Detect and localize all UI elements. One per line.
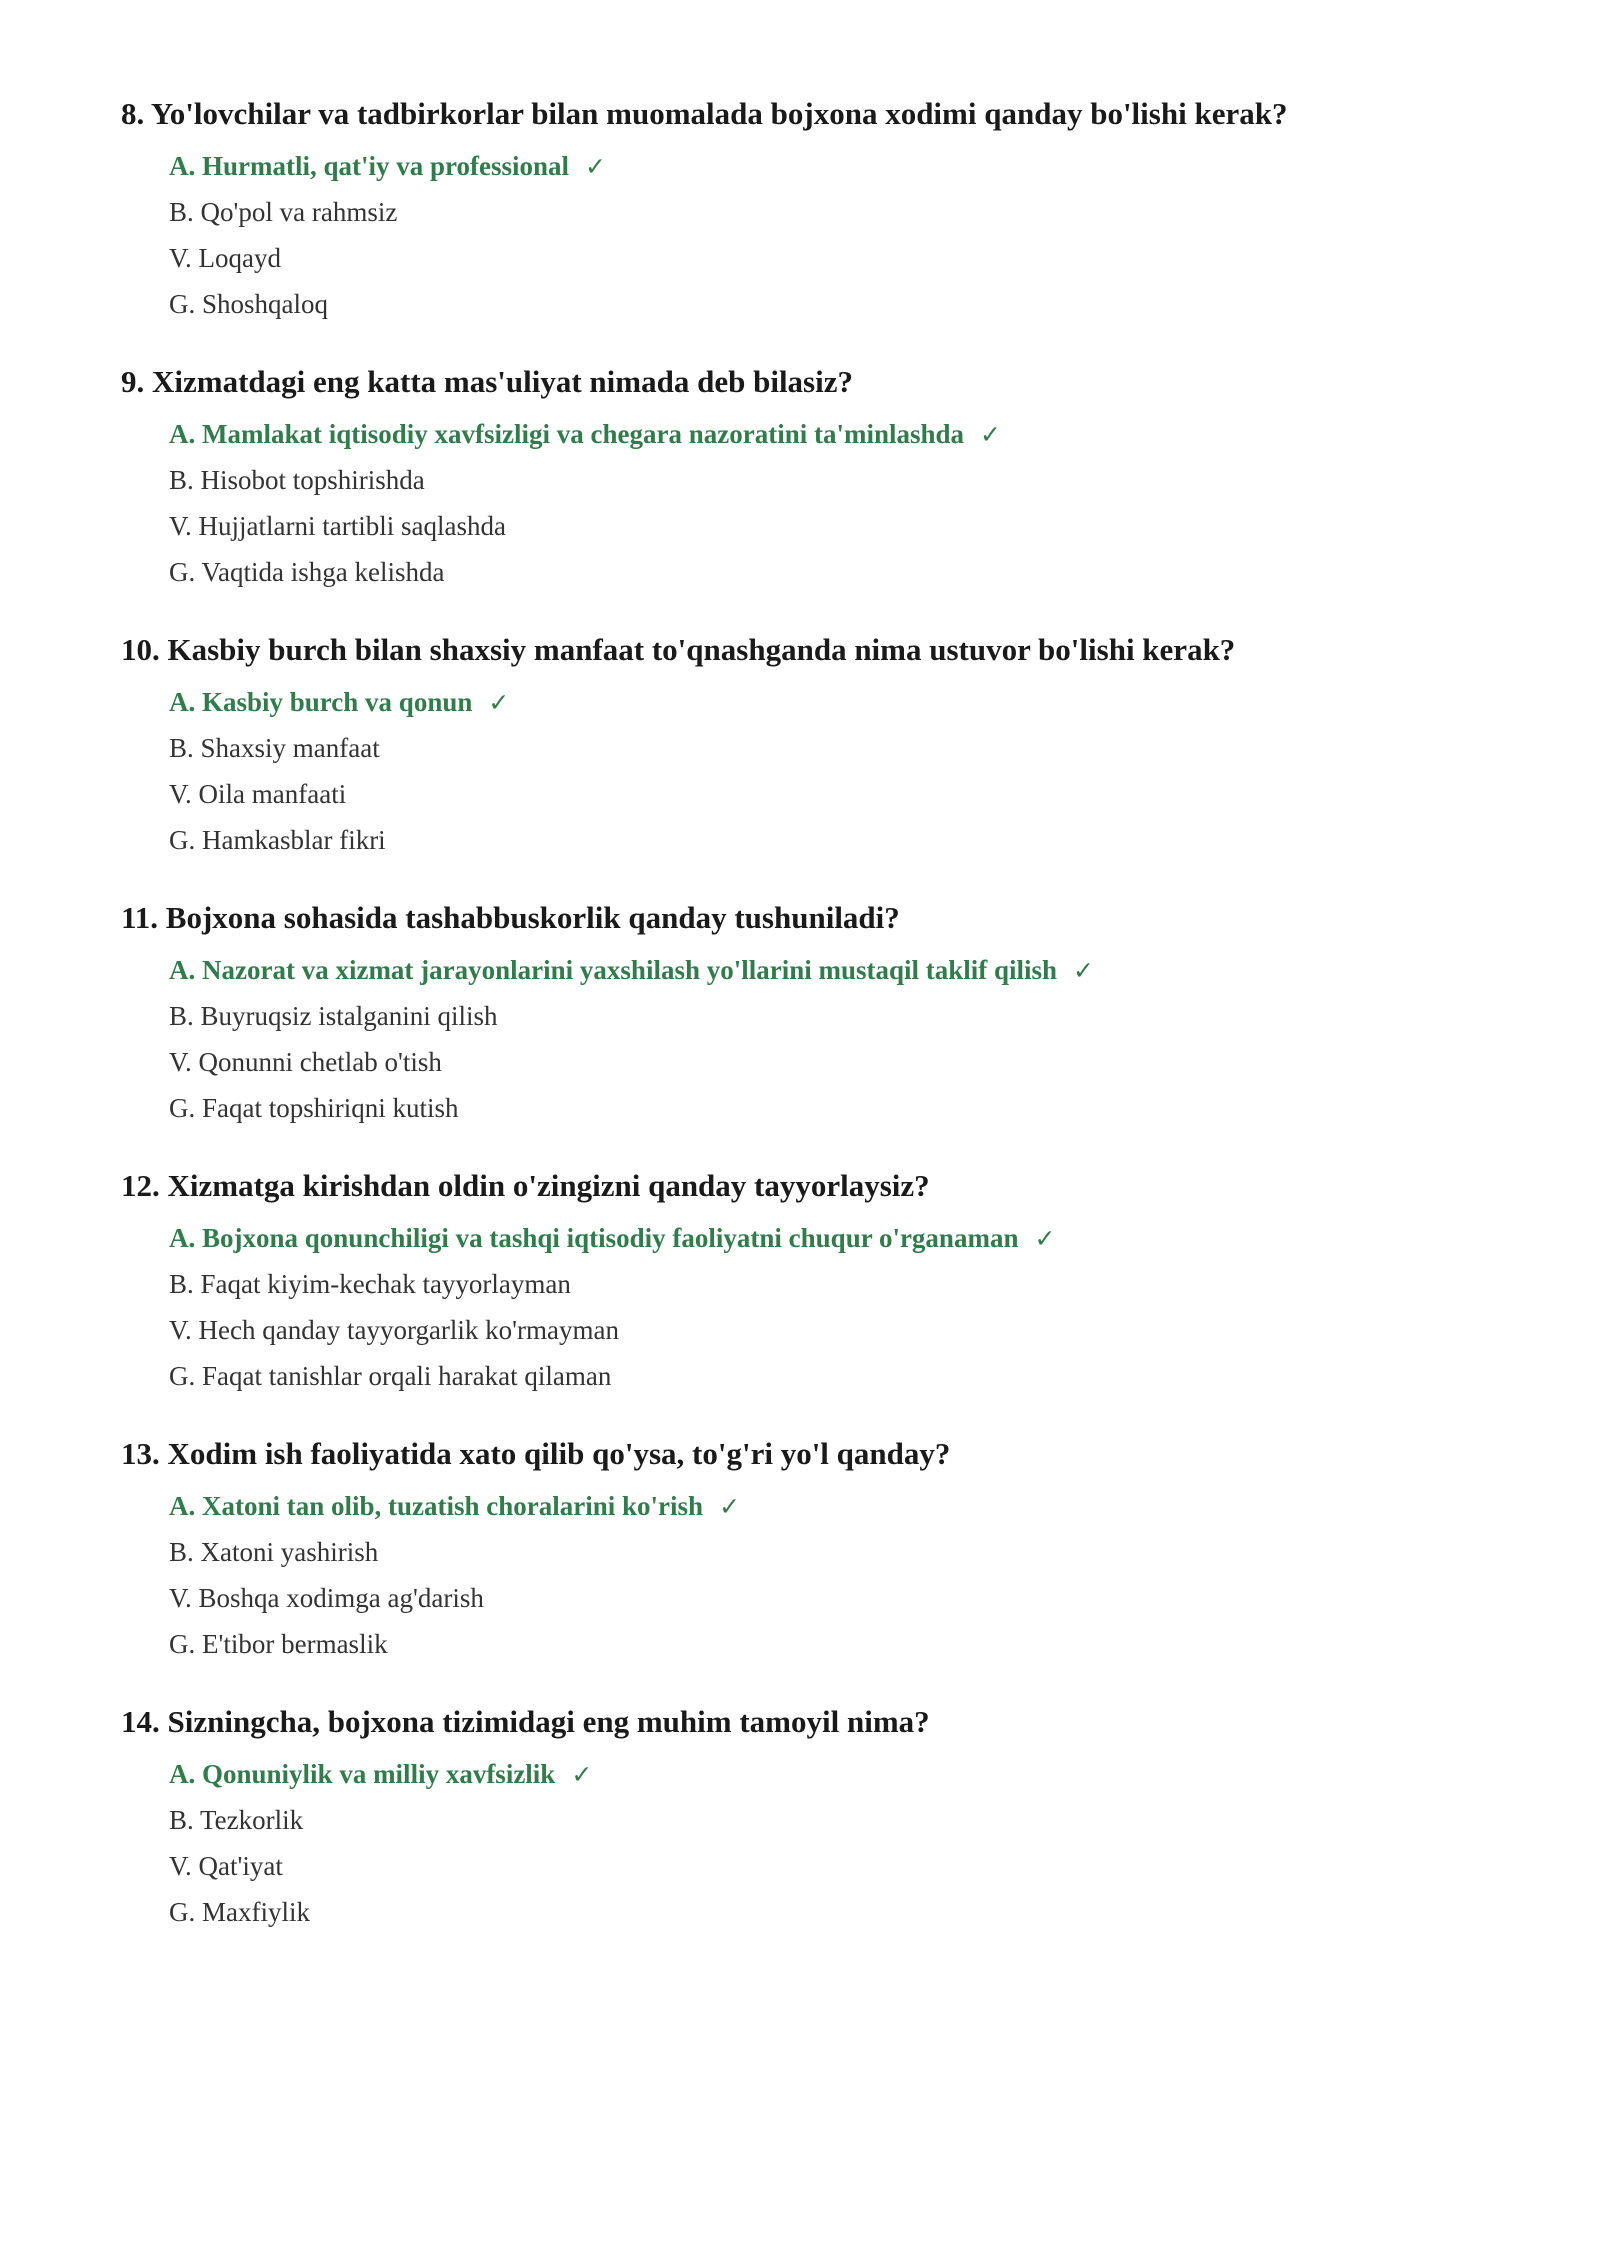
answer-option	[169, 1575, 1540, 1621]
answer-options	[121, 947, 1540, 1131]
question-text: 11. Bojxona sohasida tashabbuskorlik qanday tushuniladi?	[121, 900, 900, 935]
answer-option-label: A. Bojxona qonunchiligi va tashqi iqtisodiy faoliyatni chuqur o'rganaman	[169, 1223, 1019, 1253]
answer-option	[169, 1353, 1540, 1399]
checkmark-icon: ✓	[488, 688, 510, 717]
answer-option	[169, 457, 1540, 503]
answer-options	[121, 411, 1540, 595]
answer-option-label: V. Qonunni chetlab o'tish	[169, 1047, 442, 1077]
correct-answer-option	[169, 947, 1540, 993]
answer-option-label: B. Buyruqsiz istalganini qilish	[169, 1001, 498, 1031]
answer-option-label: G. Faqat topshiriqni kutish	[169, 1093, 459, 1123]
answer-option-label: A. Nazorat va xizmat jarayonlarini yaxshilash yo'llarini mustaqil taklif qilish	[169, 955, 1058, 985]
answer-option	[169, 1529, 1540, 1575]
answer-options	[121, 1751, 1540, 1935]
answer-option	[169, 817, 1540, 863]
question-text: 14. Sizningcha, bojxona tizimidagi eng muhim tamoyil nima?	[121, 1704, 930, 1739]
answer-option	[169, 1621, 1540, 1667]
correct-answer-option	[169, 1751, 1540, 1797]
answer-option-label: B. Hisobot topshirishda	[169, 465, 425, 495]
answer-option-label: V. Hujjatlarni tartibli saqlashda	[169, 511, 506, 541]
answer-options	[121, 1483, 1540, 1667]
checkmark-icon: ✓	[585, 152, 606, 181]
answer-option	[169, 1889, 1540, 1935]
answer-option-label: A. Mamlakat iqtisodiy xavfsizligi va chegara nazoratini ta'minlashda	[169, 419, 965, 449]
answer-option-label: B. Shaxsiy manfaat	[169, 733, 380, 763]
answer-option-label: B. Tezkorlik	[169, 1805, 304, 1835]
answer-option-label: V. Oila manfaati	[169, 779, 347, 809]
question-text: 9. Xizmatdagi eng katta mas'uliyat nimada deb bilasiz?	[121, 364, 853, 399]
answer-option	[169, 1843, 1540, 1889]
correct-answer-option	[169, 143, 1540, 189]
question-block	[121, 1703, 1540, 1935]
answer-options	[121, 143, 1540, 327]
answer-option	[169, 235, 1540, 281]
answer-option-label: V. Boshqa xodimga ag'darish	[169, 1583, 484, 1613]
answer-option	[169, 1039, 1540, 1085]
answer-option-label: A. Xatoni tan olib, tuzatish choralarini ko'rish	[169, 1491, 704, 1521]
answer-option	[169, 549, 1540, 595]
question-text: 10. Kasbiy burch bilan shaxsiy manfaat to'qnashganda nima ustuvor bo'lishi kerak?	[121, 632, 1236, 667]
answer-option	[169, 1261, 1540, 1307]
question-block	[121, 1435, 1540, 1667]
question-block	[121, 899, 1540, 1131]
answer-option-label: G. Shoshqaloq	[169, 289, 329, 319]
correct-answer-option	[169, 411, 1540, 457]
question-text: 13. Xodim ish faoliyatida xato qilib qo'ysa, to'g'ri yo'l qanday?	[121, 1436, 951, 1471]
answer-option	[169, 281, 1540, 327]
answer-option	[169, 725, 1540, 771]
question-text: 12. Xizmatga kirishdan oldin o'zingizni qanday tayyorlaysiz?	[121, 1168, 930, 1203]
correct-answer-option	[169, 1215, 1540, 1261]
answer-option-label: V. Hech qanday tayyorgarlik ko'rmayman	[169, 1315, 619, 1345]
answer-option	[169, 1307, 1540, 1353]
answer-option-label: V. Qat'iyat	[169, 1851, 283, 1881]
checkmark-icon: ✓	[719, 1492, 741, 1521]
answer-options	[121, 1215, 1540, 1399]
question-block	[121, 363, 1540, 595]
answer-options	[121, 679, 1540, 863]
correct-answer-option	[169, 679, 1540, 725]
answer-option-label: G. E'tibor bermaslik	[169, 1629, 388, 1659]
question-text: 8. Yo'lovchilar va tadbirkorlar bilan muomalada bojxona xodimi qanday bo'lishi kerak?	[121, 96, 1288, 131]
question-block	[121, 631, 1540, 863]
answer-option	[169, 771, 1540, 817]
question-block	[121, 95, 1540, 327]
answer-option-label: G. Maxfiylik	[169, 1897, 310, 1927]
answer-option-label: A. Qonuniylik va milliy xavfsizlik	[169, 1759, 556, 1789]
answer-option-label: A. Kasbiy burch va qonun	[169, 687, 473, 717]
checkmark-icon: ✓	[1034, 1224, 1056, 1253]
answer-option	[169, 189, 1540, 235]
answer-option-label: B. Qo'pol va rahmsiz	[169, 197, 398, 227]
answer-option	[169, 1797, 1540, 1843]
question-block	[121, 1167, 1540, 1399]
answer-option	[169, 993, 1540, 1039]
answer-option	[169, 1085, 1540, 1131]
answer-option-label: B. Faqat kiyim-kechak tayyorlayman	[169, 1269, 571, 1299]
answer-option-label: V. Loqayd	[169, 243, 281, 273]
answer-option-label: G. Vaqtida ishga kelishda	[169, 557, 445, 587]
answer-option-label: A. Hurmatli, qat'iy va professional	[169, 151, 570, 181]
answer-option-label: B. Xatoni yashirish	[169, 1537, 379, 1567]
checkmark-icon: ✓	[1073, 956, 1094, 985]
checkmark-icon: ✓	[980, 420, 1001, 449]
correct-answer-option	[169, 1483, 1540, 1529]
checkmark-icon: ✓	[571, 1760, 593, 1789]
answer-option-label: G. Faqat tanishlar orqali harakat qilaman	[169, 1361, 612, 1391]
answer-option	[169, 503, 1540, 549]
answer-option-label: G. Hamkasblar fikri	[169, 825, 386, 855]
